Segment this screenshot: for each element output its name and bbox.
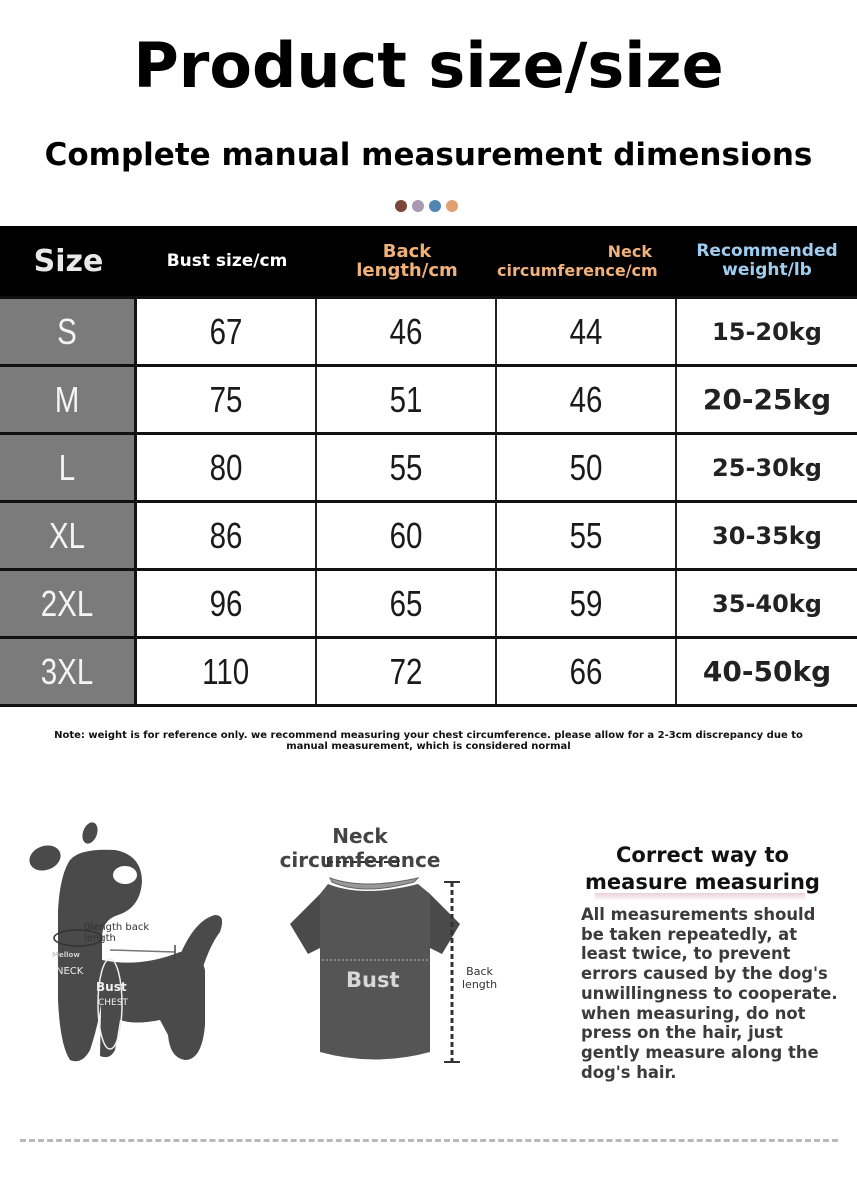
header-weight-line1: Recommended	[696, 241, 838, 261]
page-subtitle: Complete manual measurement dimensions	[44, 137, 813, 173]
dot-blue	[429, 200, 441, 212]
header-back-length	[317, 242, 497, 280]
header-weight-line2: weight/lb	[722, 260, 812, 280]
cell-bust: 86	[137, 503, 317, 568]
header-bust: Bust size/cm	[166, 250, 288, 271]
cell-neck: 46	[497, 367, 677, 432]
cell-neck: 44	[497, 299, 677, 364]
dog-silhouette-icon	[20, 820, 240, 1070]
dog-bust-label: Bust	[96, 980, 127, 994]
header-neck	[497, 242, 677, 280]
dog-length-label: 0length back length	[84, 922, 150, 944]
cell-back: 51	[317, 367, 497, 432]
cell-bust: 67	[137, 299, 317, 364]
cell-weight: 30-35kg	[677, 503, 857, 568]
dog-shirt-icon	[250, 852, 510, 1072]
cell-back: 60	[317, 503, 497, 568]
cell-size: L	[0, 435, 137, 500]
cell-size: 3XL	[0, 639, 137, 704]
tips-body: All measurements should be taken repeatedly, at least twice, to prevent errors caused by the dog's unwillingness to cooperate. when measuring, do not press on the hair, just gently measure along the dog's hair.	[581, 905, 838, 1082]
shirt-measurement-diagram	[250, 822, 510, 1072]
header-size: Size	[33, 243, 104, 279]
dot-lilac	[412, 200, 424, 212]
dog-chest-label: CHEST	[98, 998, 128, 1008]
decorative-dots	[395, 200, 458, 212]
table-row	[0, 432, 857, 500]
cell-weight: 35-40kg	[677, 571, 857, 636]
tips-title: Correct way to measure measuring	[585, 843, 820, 894]
header-neck-line1: Neck	[607, 242, 652, 261]
table-row	[0, 364, 857, 432]
cell-bust: 96	[137, 571, 317, 636]
dog-mellow-label: Mellow	[52, 951, 80, 959]
dot-brown	[395, 200, 407, 212]
cell-back: 65	[317, 571, 497, 636]
dog-neck-label: NECK	[56, 966, 84, 977]
cell-size: S	[0, 299, 137, 364]
shirt-back-length-label: Back length	[462, 965, 498, 991]
table-row	[0, 500, 857, 568]
cell-size: 2XL	[0, 571, 137, 636]
cell-weight: 20-25kg	[677, 367, 857, 432]
cell-bust: 75	[137, 367, 317, 432]
cell-back: 46	[317, 299, 497, 364]
cell-back: 72	[317, 639, 497, 704]
cell-neck: 66	[497, 639, 677, 704]
header-weight	[677, 242, 857, 280]
dot-peach	[446, 200, 458, 212]
page-title: Product size/size	[133, 29, 724, 102]
cell-weight: 40-50kg	[677, 639, 857, 704]
header-neck-line2: circumference/cm	[497, 261, 658, 280]
cell-weight: 25-30kg	[677, 435, 857, 500]
header-back-line1: Back	[382, 241, 432, 262]
table-row	[0, 636, 857, 707]
cell-neck: 59	[497, 571, 677, 636]
table-header	[0, 226, 857, 296]
neck-circumference-title: Neck circumference	[279, 824, 441, 872]
shirt-bust-label: Bust	[346, 968, 400, 992]
header-back-line2: length/cm	[356, 260, 458, 281]
table-row	[0, 568, 857, 636]
cell-bust: 110	[137, 639, 317, 704]
cell-neck: 50	[497, 435, 677, 500]
dashed-divider	[20, 1139, 838, 1142]
dog-measurement-diagram	[20, 820, 240, 1070]
size-table	[0, 226, 857, 707]
cell-neck: 55	[497, 503, 677, 568]
table-row	[0, 296, 857, 364]
cell-back: 55	[317, 435, 497, 500]
cell-bust: 80	[137, 435, 317, 500]
cell-size: M	[0, 367, 137, 432]
cell-weight: 15-20kg	[677, 299, 857, 364]
cell-size: XL	[0, 503, 137, 568]
measurement-note: Note: weight is for reference only. we recommend measuring your chest circumference. please allow for a 2-3cm discrepancy due to manual measurement, which is considered normal	[54, 730, 803, 752]
